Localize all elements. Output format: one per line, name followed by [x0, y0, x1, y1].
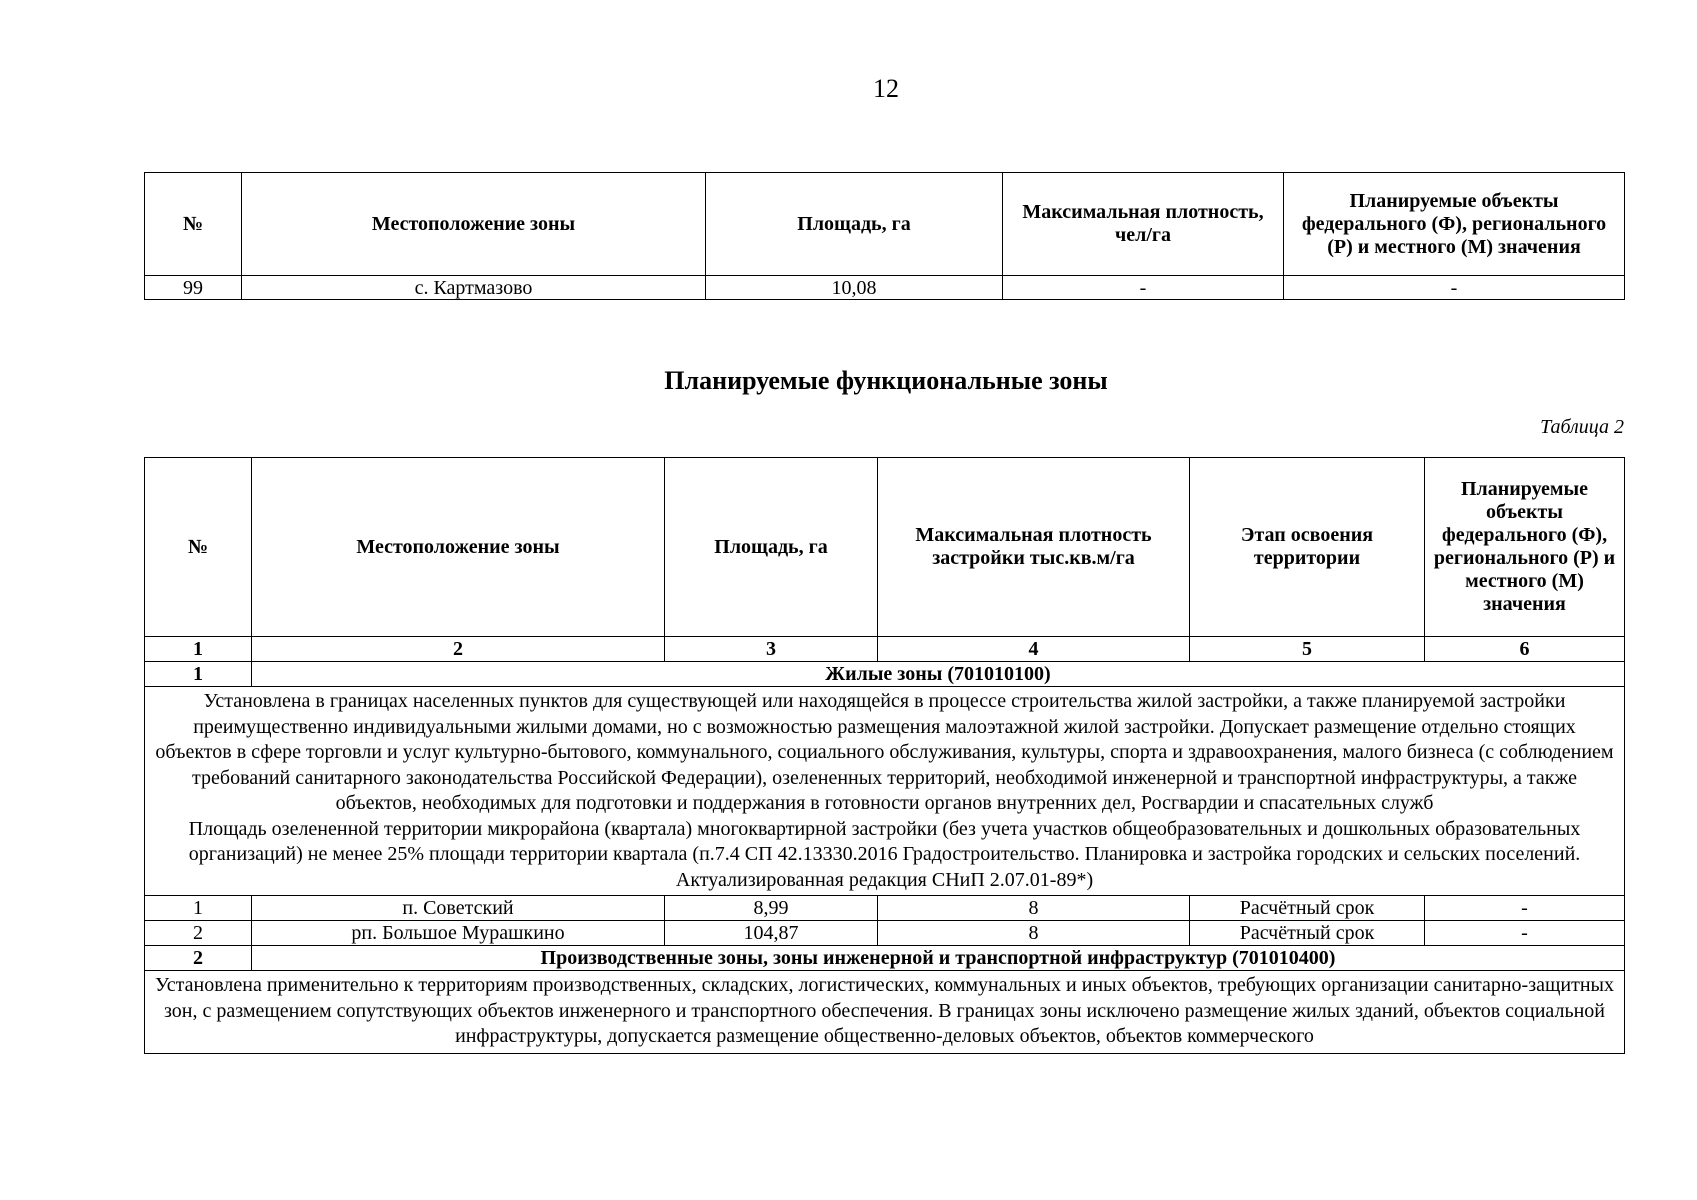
cell-density: 8 — [878, 921, 1190, 946]
cell-density: - — [1003, 276, 1284, 300]
cell-number: 2 — [145, 921, 252, 946]
zone-description-paragraph: Установлена в границах населенных пунктов для существующей или находящейся в процессе строительства жилой застройки, а также планируемой застройки преимущественно индивидуальными жилыми домами, но с возможностью размещения малоэтажной жилой застройки. Допускает размещение отдельно стоящих объектов в сфере торговли и услуг культурно-бытового, коммунального, социального обслуживания, культуры, спорта и здравоохранения, малого бизнеса (с соблюдением требований санитарного законодательства Российской Федерации), озелененных территорий, необходимой инженерной и транспортной инфраструктуры, а также объектов, необходимых для подготовки и поддержания в готовности органов внутренних дел, Росгвардии и спасательных служб — [155, 690, 1614, 814]
cell-area: 104,87 — [665, 921, 878, 946]
table-label: Таблица 2 — [1540, 416, 1624, 438]
column-number: 1 — [145, 637, 252, 662]
section-title: Планируемые функциональные зоны — [664, 366, 1108, 395]
page-number: 12 — [873, 74, 899, 103]
zone-description-paragraph: Установлена применительно к территориям производственных, складских, логистических, коммунальных и иных объектов, требующих организации санитарно-защитных зон, с размещением сопутствующих объектов инженерного и транспортного обеспечения. В границах зоны исключено размещение жилых зданий, объектов социальной инфраструктуры, допускается размещение общественно-деловых объектов, объектов коммерческого — [155, 974, 1614, 1047]
column-number: 4 — [878, 637, 1190, 662]
zone-title: Производственные зоны, зоны инженерной и транспортной инфраструктур (701010400) — [252, 946, 1625, 971]
cell-stage: Расчётный срок — [1190, 896, 1425, 921]
header-area: Площадь, га — [665, 458, 878, 637]
cell-number: 99 — [145, 276, 242, 300]
zone-description-paragraph: Площадь озелененной территории микрорайона (квартала) многоквартирной застройки (без учета участков общеобразовательных и дошкольных образовательных организаций) не менее 25% площади территории квартала (п.7.4 СП 42.13330.2016 Градостроительство. Планировка и застройка городских и сельских поселений. Актуализированная редакция СНиП 2.07.01-89*) — [188, 817, 1581, 891]
cell-area: 8,99 — [665, 896, 878, 921]
header-location: Местоположение зоны — [252, 458, 665, 637]
cell-location: с. Картмазово — [242, 276, 706, 300]
table-header-row — [145, 173, 1625, 276]
header-number: № — [145, 458, 252, 637]
zone-number: 1 — [145, 662, 252, 687]
zone-description-row — [145, 971, 1625, 1054]
table-row — [145, 921, 1625, 946]
cell-objects: - — [1425, 896, 1625, 921]
header-area: Площадь, га — [706, 173, 1003, 276]
header-location: Местоположение зоны — [242, 173, 706, 276]
continued-zones-table — [144, 172, 1625, 300]
column-number: 3 — [665, 637, 878, 662]
cell-stage: Расчётный срок — [1190, 921, 1425, 946]
header-number: № — [145, 173, 242, 276]
table-row — [145, 896, 1625, 921]
zone-heading-row — [145, 946, 1625, 971]
cell-area: 10,08 — [706, 276, 1003, 300]
cell-objects: - — [1284, 276, 1625, 300]
zone-title: Жилые зоны (701010100) — [252, 662, 1625, 687]
header-planned-objects: Планируемые объекты федерального (Ф), регионального (Р) и местного (М) значения — [1425, 458, 1625, 637]
header-planned-objects: Планируемые объекты федерального (Ф), регионального (Р) и местного (М) значения — [1284, 173, 1625, 276]
column-numbers-row — [145, 637, 1625, 662]
zone-description-row — [145, 687, 1625, 896]
column-number: 2 — [252, 637, 665, 662]
table-header-row — [145, 458, 1625, 637]
header-stage: Этап освоения территории — [1190, 458, 1425, 637]
cell-number: 1 — [145, 896, 252, 921]
zone-heading-row — [145, 662, 1625, 687]
planned-zones-table — [144, 457, 1625, 1054]
header-max-density: Максимальная плотность, чел/га — [1003, 173, 1284, 276]
cell-objects: - — [1425, 921, 1625, 946]
cell-location: п. Советский — [252, 896, 665, 921]
zone-number: 2 — [145, 946, 252, 971]
column-number: 6 — [1425, 637, 1625, 662]
header-max-density: Максимальная плотность застройки тыс.кв.м/га — [878, 458, 1190, 637]
cell-location: рп. Большое Мурашкино — [252, 921, 665, 946]
zone-description — [145, 687, 1625, 896]
column-number: 5 — [1190, 637, 1425, 662]
cell-density: 8 — [878, 896, 1190, 921]
zone-description — [145, 971, 1625, 1054]
table-row — [145, 276, 1625, 300]
